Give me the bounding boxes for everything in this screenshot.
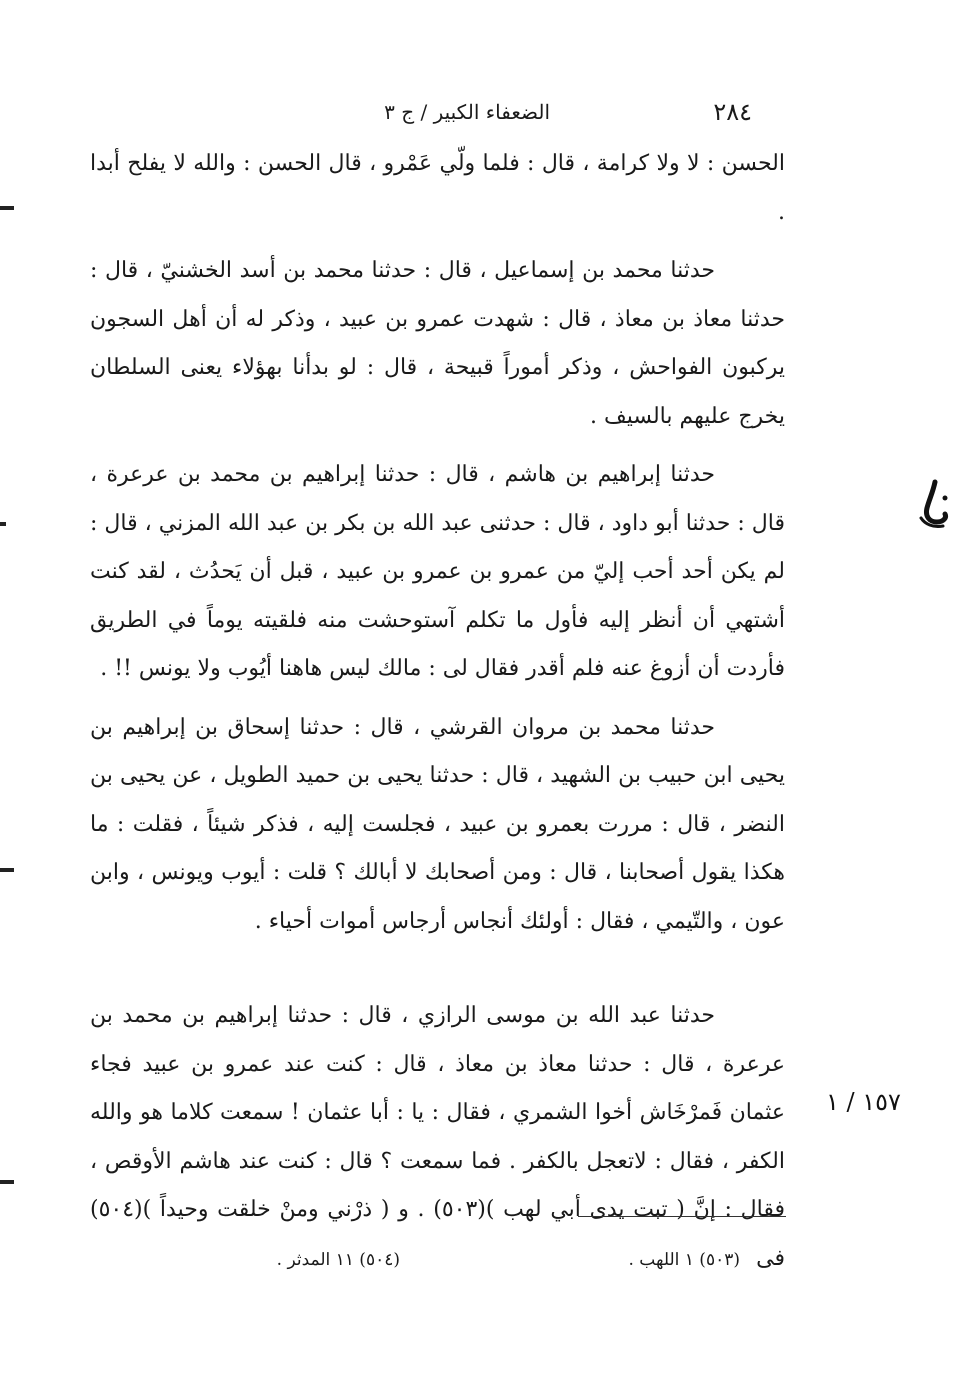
footnote: (٥٠٤) ١١ المدثر . xyxy=(276,1250,400,1270)
margin-reference: ١٥٧ / ١ xyxy=(826,1088,901,1116)
page-header xyxy=(330,96,770,136)
body-text xyxy=(90,140,785,1283)
paragraph-gap xyxy=(90,694,785,704)
edge-mark xyxy=(0,206,14,210)
page-number: ٢٨٤ xyxy=(713,98,752,126)
edge-mark xyxy=(0,522,6,526)
paragraph-gap xyxy=(90,946,785,992)
paragraph: حدثنا محمد بن إسماعيل ، قال : حدثنا محمد بن أسد الخشنيّ ، قال : حدثنا معاذ بن معاذ ، قال : شهدت عمرو بن عبيد ، وذكر له أن أهل السجون يركبون الفواحش ، وذكر أموراً قبيحة ، قال : لو بدأنا بهؤلاء يعنى السلطان يخرج عليهم بالسيف . xyxy=(90,258,785,429)
ink-mark xyxy=(915,478,949,538)
paragraph: حدثنا محمد بن مروان القرشي ، قال : حدثنا إسحاق بن إبراهيم بن يحيى ابن حبيب بن الشهيد ، قال : حدثنا يحيى بن حميد الطويل ، عن يحيى بن النضر ، قال : مررت بعمرو بن عبيد ، فجلست إليه ، فذكر شيئاً ، فقلت : ما هكذا يقول أصحابنا ، قال : ومن أصحابك لا أبالك ؟ قلت : أيوب ويونس ، وابن عون ، والتّيمي ، فقال : أولئك أنجاس أرجاس أموات أحياء . xyxy=(90,714,785,934)
footnote: (٥٠٣) ١ اللهب . xyxy=(628,1250,740,1270)
footnote-divider xyxy=(578,1216,786,1217)
footnotes xyxy=(120,1250,740,1280)
running-title: الضعفاء الكبير / ج ٣ xyxy=(384,100,550,124)
paragraph: حدثنا عبد الله بن موسى الرازي ، قال : حدثنا إبراهيم بن محمد بن عرعرة ، قال : حدثنا معاذ بن معاذ ، قال : كنت عند عمرو بن عبيد فجاء عثمان فَمرْخَاش أخوا الشمري ، فقال : يا : أبا عثمان ! سمعت كلاما هو والله الكفر ، فقال : لاتعجل بالكفر . فما سمعت ؟ قال : كنت عند هاشم الأوقص ، فقال : إنَّ ( تبت يدى أبي لهب )(٥٠٣) . و ( ذرْني ومنْ خلقت وحيداً )(٥٠٤) فى xyxy=(90,1003,785,1271)
paragraph-gap xyxy=(90,237,785,247)
paragraph: حدثنا إبراهيم بن هاشم ، قال : حدثنا إبراهيم بن محمد بن عرعرة ، قال : حدثنا أبو داود ، قال : حدثنى عبد الله بن بكر بن عبد الله المزني ، قال : لم يكن أحد أحب إليّ من عمرو بن عمرو بن عبيد ، قبل أن يَحدُث ، لقد كنت أشتهي أن أنظر إليه فأول ما تكلم آستوحشت منه فلقيته يوماً في الطريق فأردت أن أزوغ عنه فلم أقدر فقال لى : مالك ليس هاهنا أيُوب ولا يونس !! . xyxy=(90,462,785,681)
edge-mark xyxy=(0,1180,14,1184)
edge-mark xyxy=(0,868,14,872)
paragraph-gap xyxy=(90,441,785,451)
paragraph: الحسن : لا ولا كرامة ، قال : فلما ولّي عَمْرو ، قال الحسن : والله لا يفلح أبدا . xyxy=(90,151,785,225)
